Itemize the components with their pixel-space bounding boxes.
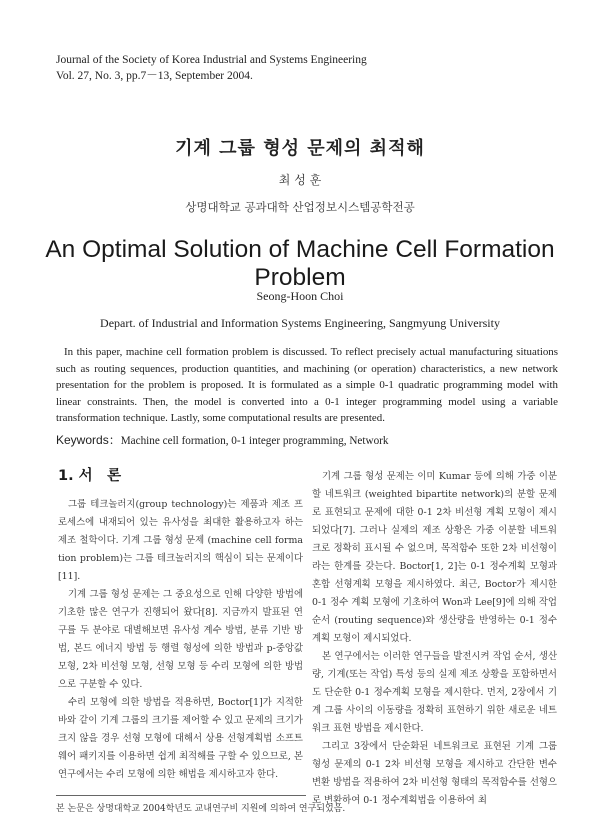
journal-volume-info: Vol. 27, No. 3, pp.7－13, September 2004. [56,70,253,82]
keywords-text: Machine cell formation, 0-1 integer programming, Network [120,435,389,447]
body-paragraph: 그룹 테크놀러지(group technology)는 제품과 제조 프로세스에 내재되어 있는 유사성을 최대한 활용하고자 하는 제조 철학이다. 기계 그룹 형성 문제 (machine cell formation problem)는 그룹 테크놀러지의 핵심이 되는 문제이다[11]. [58,499,303,582]
body-paragraph: 본 연구에서는 이러한 연구들을 발전시켜 작업 순서, 생산량, 기계(또는 작업) 특성 등의 실제 제조 상황을 포함하면서도 단순한 0-1 정수계획 모형을 제시한다. 먼저, 2장에서 기계 그룹 사이의 이동량을 정확히 표현하기 위한 새로운 네트워크 표현 방법을 제시한다. [312,651,557,734]
english-author: Seong-Hoon Choi [256,289,344,303]
footnote-divider [56,795,306,796]
body-paragraph: 수리 모형에 의한 방법을 적용하면, Boctor[1]가 지적한 바와 같이 기계 그룹의 크기를 제어할 수 있고 문제의 크기가 크지 않을 경우 선형 모형에 대해서 상용 선형계획법 소프트웨어 패키지를 이용하면 쉽게 최적해를 구할 수 있으므로, 본 연구에서는 수리 모형에 의한 해법을 제시하고자 한다. [58,697,303,780]
english-affiliation: Depart. of Industrial and Information Systems Engineering, Sangmyung University [100,316,500,330]
journal-name: Journal of the Society of Korea Industrial and Systems Engineering [56,54,367,66]
right-column [312,468,557,810]
left-column [58,464,303,784]
section-heading-introduction: 1. 서 론 [58,468,122,484]
body-paragraph: 기계 그룹 형성 문제는 그 중요성으로 인해 다양한 방법에 기초한 많은 연구가 진행되어 왔다[8]. 지금까지 발표된 연구를 두 분야로 대별해보면 유사성 계수 방법, 분류 기반 방법, 본드 에너지 방법 등 행렬 형성에 의한 방법과 p-중앙값 모형, 2차 비선형 모형, 선형 모형 등 수리 모형에 의한 방법으로 구분할 수 있다. [58,589,303,690]
korean-author: 최 성 훈 [278,173,322,187]
korean-title: 기계 그룹 형성 문제의 최적해 [175,138,425,159]
body-paragraph: 기계 그룹 형성 문제는 이미 Kumar 등에 의해 가중 이분할 네트워크 (weighted bipartite network)의 분할 문제로 표현되고 문제에 대한 0-1 2차 비선형 계획 모형이 제시되었다[7]. 그러나 실제의 제조 상황은 가중 이분할 네트워크로 정확히 표시될 수 없으며, 목적함수 또한 2차 비선형이라는 한계를 갖는다. Boctor[1, 2]는 0-1 정수계획 모형과 혼합 선형계획 모형을 제시하였다. 최근, Boctor가 제시한 0-1 정수 계획 모형에 기초하여 Won과 Lee[9]에 의해 작업 순서 (routing sequence)와 생산량을 반영하는 0-1 정수계획 모형이 제시되었다. [312,471,557,644]
abstract [56,344,558,427]
abstract-text: In this paper, machine cell formation problem is discussed. To reflect precisely actual manufacturing situations such as routing sequences, production quantities, and machining (or operation) characteristics, a new network presentation for the problem is proposed. It is formulated as a simple 0-1 quadratic programming model with linear constraints. Then, the model is converted into a 0-1 integer programming model using a variable transformation technique. Lastly, some computational results are presented. [56,346,558,425]
english-title: An Optimal Solution of Machine Cell Formation Problem [45,236,555,291]
footnote: 본 논문은 상명대학교 2004학년도 교내연구비 지원에 의하여 연구되었음. [56,804,346,814]
body-paragraph: 그리고 3장에서 단순화된 네트워크로 표현된 기계 그룹 형성 문제의 0-1 2차 비선형 모형을 제시하고 간단한 변수 변환 방법을 적용하여 2차 비선형 형태의 목적함수를 선형으로 변환하여 0-1 정수계획법을 이용하여 최 [312,741,557,806]
keywords-label: Keywords： [56,433,121,447]
keywords [56,431,576,448]
korean-affiliation: 상명대학교 공과대학 산업정보시스템공학전공 [185,200,415,214]
journal-header [56,52,367,84]
